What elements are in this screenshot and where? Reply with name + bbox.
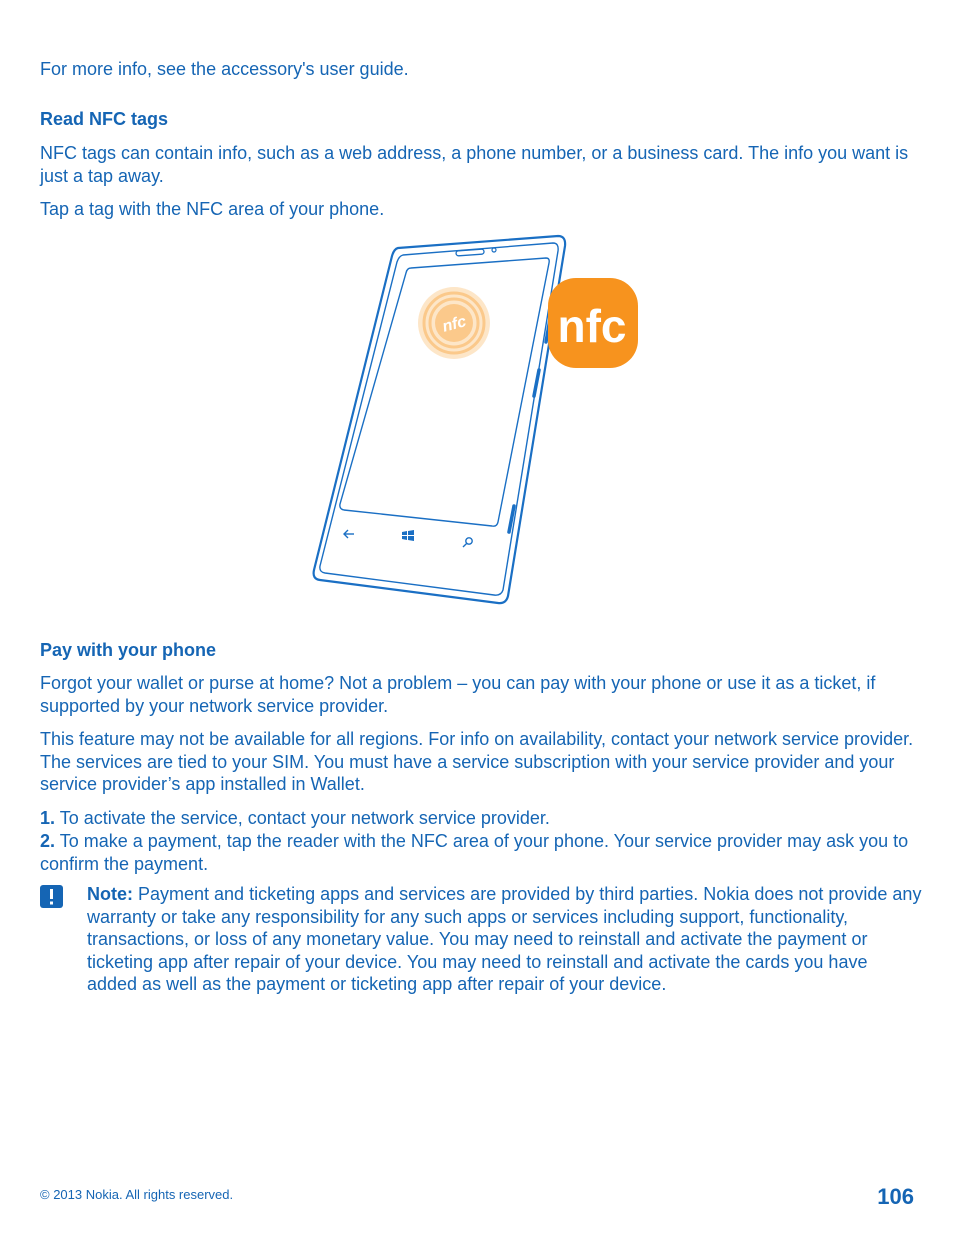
phone-earpiece xyxy=(456,249,484,256)
step-2-number: 2. xyxy=(40,831,56,851)
small-nfc-label: nfc xyxy=(440,313,469,336)
nfc-badge-label: nfc xyxy=(557,300,627,352)
windows-logo-icon xyxy=(402,530,414,541)
page-number: 106 xyxy=(877,1184,914,1209)
power-button xyxy=(534,370,539,396)
note-paragraph xyxy=(87,883,922,996)
back-arrow-icon xyxy=(344,530,354,538)
step-1-text: To activate the service, contact your network service provider. xyxy=(55,808,550,828)
note-exclamation-icon xyxy=(40,885,63,908)
front-camera xyxy=(492,248,496,252)
pay-paragraph-2: This feature may not be available for all regions. For info on availability, contact your network service provider. The services are tied to your SIM. You must have a service subscription with your service provider and your service provider’s app installed in Wallet. xyxy=(40,729,914,794)
intro-text: For more info, see the accessory's user guide. xyxy=(40,59,409,79)
step-2-text: To make a payment, tap the reader with the NFC area of your phone. Your service provider may ask you to confirm the payment. xyxy=(40,831,909,874)
nfc-badge xyxy=(548,278,638,368)
step-1 xyxy=(40,807,920,830)
read-nfc-heading: Read NFC tags xyxy=(40,109,169,129)
read-nfc-paragraph: NFC tags can contain info, such as a web address, a phone number, or a business card. The info you want is just a tap away. xyxy=(40,143,909,186)
pay-heading: Pay with your phone xyxy=(40,640,217,660)
phone-nfc-illustration xyxy=(308,230,648,610)
tap-tag-paragraph: Tap a tag with the NFC area of your phone. xyxy=(40,199,385,219)
search-icon xyxy=(463,538,472,547)
note-text: Payment and ticketing apps and services are provided by third parties. Nokia does not provide any warranty or take any responsibility for any such apps or services including support, functionality, transactions, or loss of any monetary value. You may need to reinstall and activate the payment or ticketing app after repair of your device. You may need to reinstall and activate the cards you have added as well as the payment or ticketing app after repair of your device. xyxy=(87,884,922,994)
phone-illustration-svg xyxy=(308,230,648,610)
small-nfc-tag xyxy=(418,287,490,359)
note-label: Note: xyxy=(87,884,133,904)
step-2 xyxy=(40,830,920,875)
step-1-number: 1. xyxy=(40,808,56,828)
pay-paragraph-1: Forgot your wallet or purse at home? Not a problem – you can pay with your phone or use it as a ticket, if supported by your network service provider. xyxy=(40,673,876,716)
copyright-footer: © 2013 Nokia. All rights reserved. xyxy=(40,1187,234,1202)
